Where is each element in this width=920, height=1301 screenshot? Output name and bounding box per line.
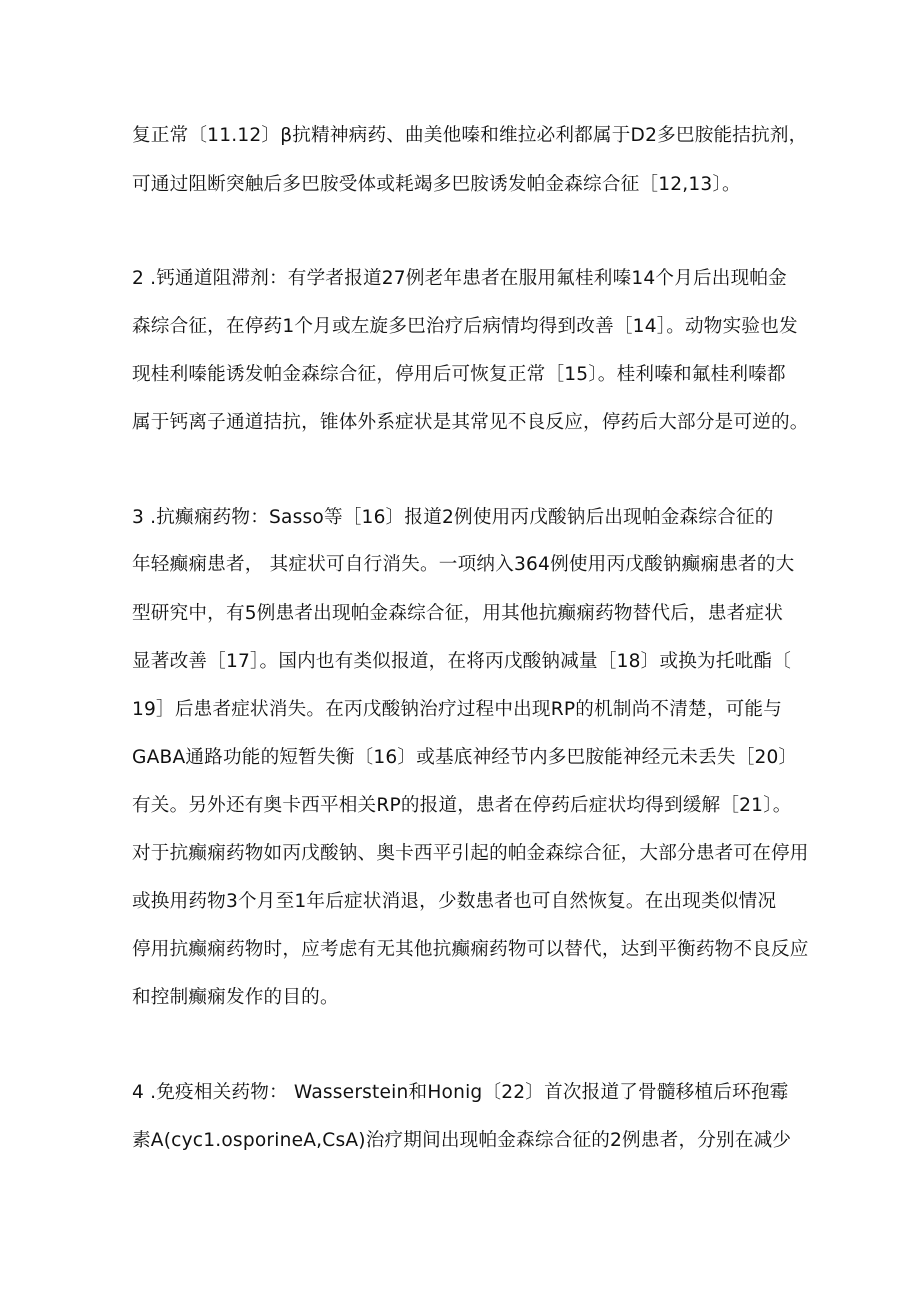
section-3-line: 有关。另外还有奥卡西平相关RP的报道，患者在停药后症状均得到缓解［21〕。: [132, 795, 792, 816]
section-3-line: 年轻癫痫患者， 其症状可自行消失。一项纳入364例使用丙戊酸钠癫痫患者的大: [132, 554, 795, 575]
section-2-line: 2 .钙通道阻滞剂：有学者报道27例老年患者在服用氟桂利嗪14个月后出现帕金: [132, 268, 787, 289]
paragraph-line: 复正常〔11.12〕β抗精神病药、曲美他嗪和维拉必利都属于D2多巴胺能拮抗剂，: [132, 125, 808, 146]
section-2-line: 属于钙离子通道拮抗，锥体外系症状是其常见不良反应，停药后大部分是可逆的。: [132, 412, 809, 433]
section-3-line: 或换用药物3个月至1年后症状消退，少数患者也可自然恢复。在出现类似情况: [132, 891, 777, 912]
section-2-line: 现桂利嗪能诱发帕金森综合征，停用后可恢复正常［15〕。桂利嗪和氟桂利嗪都: [132, 364, 786, 385]
section-2-line: 森综合征，在停药1个月或左旋多巴治疗后病情均得到改善［14］。动物实验也发: [132, 316, 798, 337]
section-3-line: 显著改善［17］。国内也有类似报道，在将丙戊酸钠减量［18〕或换为托吡酯〔: [132, 651, 792, 672]
section-3-line: 19］后患者症状消失。在丙戊酸钠治疗过程中出现RP的机制尚不清楚，可能与: [132, 699, 782, 720]
paragraph-line: 可通过阻断突触后多巴胺受体或耗竭多巴胺诱发帕金森综合征［12,13〕。: [132, 174, 741, 195]
section-3-line: 对于抗癫痫药物如丙戊酸钠、奥卡西平引起的帕金森综合征，大部分患者可在停用: [132, 843, 809, 864]
section-4-line: 素A(cyc1.osporineA,CsA)治疗期间出现帕金森综合征的2例患者，分别在减少: [132, 1130, 792, 1151]
section-3-line: GABA通路功能的短暂失衡〔16〕或基底神经节内多巴胺能神经元未丢失［20〕: [132, 747, 798, 768]
section-3-line: 3 .抗癫痫药物：Sasso等［16〕报道2例使用丙戊酸钠后出现帕金森综合征的: [132, 507, 774, 528]
section-4-line: 4 .免疫相关药物： Wasserstein和Honig〔22〕首次报道了骨髓移植后环孢霉: [132, 1082, 789, 1103]
section-3-line: 和控制癫痫发作的目的。: [132, 987, 339, 1008]
section-3-line: 停用抗癫痫药物时，应考虑有无其他抗癫痫药物可以替代，达到平衡药物不良反应: [132, 939, 809, 960]
section-3-line: 型研究中，有5例患者出现帕金森综合征，用其他抗癫痫药物替代后，患者症状: [132, 603, 784, 624]
